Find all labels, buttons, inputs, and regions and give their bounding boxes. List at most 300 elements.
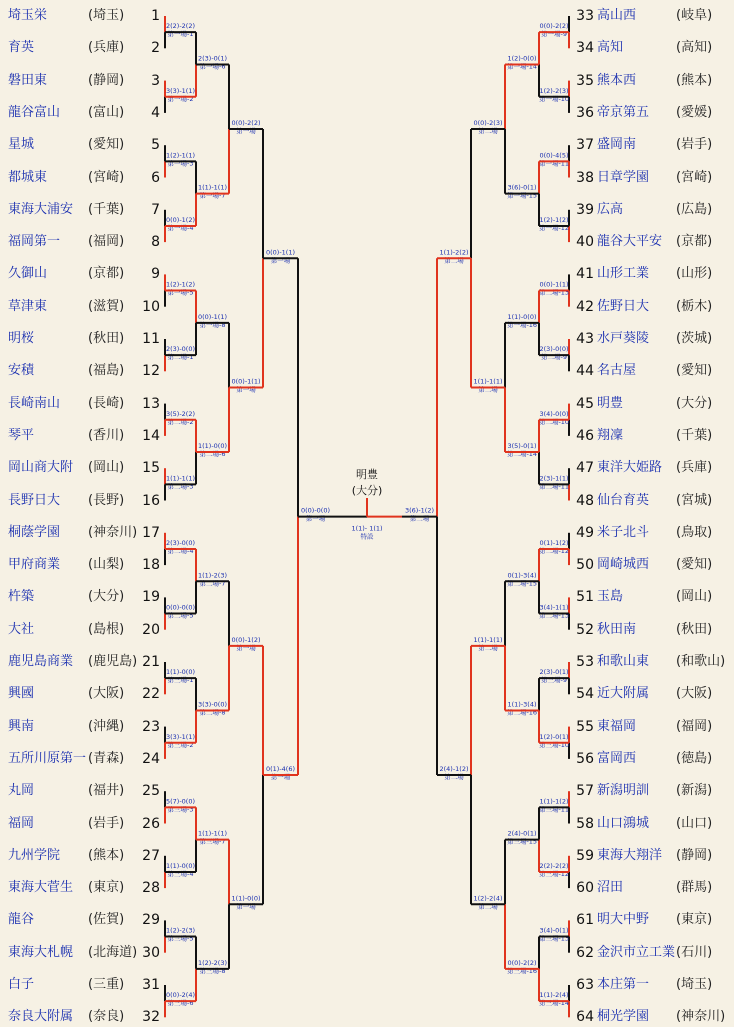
team-num: 54 [576, 686, 594, 703]
match-score: 0(0)-2(3) [473, 119, 503, 128]
team-row [0, 200, 734, 220]
match-score: 1(1)-0(0) [197, 442, 228, 451]
match-score: 2(3)-0(0) [165, 345, 196, 354]
team-num: 24 [142, 750, 160, 767]
team-pref: (埼玉) [676, 977, 713, 992]
team-pref: (京都) [88, 266, 125, 282]
team-name: 琴平 [8, 427, 35, 443]
team-name: 甲府商業 [8, 557, 61, 573]
team-name: 桐蔭学園 [8, 524, 61, 540]
match-score: 0(0)-1(1) [197, 312, 228, 321]
team-num: 45 [576, 395, 594, 412]
team-pref: (兵庫) [676, 460, 713, 476]
match-score: 1(2)-0(1) [539, 732, 569, 741]
match-label: 第一場-12 [538, 223, 570, 232]
match-label: 第二場 [409, 514, 430, 523]
team-pref: (大分) [676, 395, 713, 411]
team-num: 2 [151, 40, 160, 57]
match-label: 第二場 [478, 902, 498, 911]
team-num: 3 [151, 72, 160, 89]
match-score: 1(1)-1(1) [197, 183, 228, 192]
team-row [0, 943, 734, 963]
team-num: 51 [576, 589, 594, 606]
team-name: 草津東 [8, 298, 48, 314]
match-label: 第三場-7 [199, 837, 226, 846]
team-num: 42 [576, 298, 594, 315]
match-label: 第三場-10 [538, 740, 570, 749]
team-pref: (宮崎) [88, 169, 125, 185]
team-num: 56 [576, 750, 594, 767]
match-score: 3(5)-0(1) [507, 442, 537, 451]
team-num: 34 [576, 40, 594, 57]
match-score: 0(0)-1(1) [539, 280, 569, 289]
team-num: 50 [576, 557, 594, 574]
team-name: 興國 [8, 686, 35, 702]
final-score: 1(1)- 1(1) [351, 524, 383, 533]
team-num: 22 [142, 686, 160, 703]
match-label: 第二場-11 [538, 482, 570, 491]
match-label: 第二場-6 [199, 450, 226, 459]
team-num: 62 [576, 944, 594, 961]
team-pref: (群馬) [676, 880, 713, 896]
team-pref: (長崎) [88, 395, 125, 411]
team-pref: (埼玉) [88, 8, 125, 23]
match-score: 2(3)-0(0) [165, 538, 196, 547]
match-label: 第一場-7 [199, 191, 226, 200]
team-row [0, 1007, 734, 1027]
team-pref: (千葉) [676, 427, 713, 443]
team-pref: (岩手) [676, 137, 713, 153]
match-label: 第三場-8 [199, 966, 226, 975]
team-row [0, 814, 734, 834]
team-name: 安積 [8, 363, 35, 379]
team-pref: (長野) [88, 492, 125, 508]
team-pref: (栃木) [676, 298, 713, 314]
team-num: 63 [576, 977, 594, 993]
team-name: 東海大翔洋 [597, 847, 663, 863]
match-label: 第一場-9 [541, 30, 567, 39]
team-row [0, 71, 734, 91]
team-num: 49 [576, 524, 594, 541]
team-num: 27 [142, 847, 160, 864]
match-score: 0(0)-2(2) [539, 22, 569, 31]
match-score: 2(4)-1(2) [439, 765, 469, 774]
team-num: 46 [576, 427, 594, 444]
team-name: 久御山 [8, 266, 48, 282]
match-label: 第一場-4 [167, 223, 194, 232]
match-score: 1(1)-2(3) [197, 571, 228, 580]
team-row [0, 717, 734, 737]
team-pref: (山形) [676, 266, 713, 282]
match-label: 第二場-14 [506, 450, 538, 459]
team-row [0, 846, 734, 866]
team-pref: (愛媛) [676, 104, 713, 120]
match-score: 1(2)-1(2) [539, 215, 569, 224]
match-label: 第三場-13 [538, 934, 570, 943]
match-score: 0(0)-1(1) [231, 377, 261, 386]
team-pref: (茨城) [676, 331, 713, 346]
team-name: 明豊 [597, 395, 624, 411]
match-score: 0(0)-4(5) [539, 151, 569, 160]
team-name: 近大附属 [597, 686, 650, 702]
team-pref: (東京) [676, 912, 713, 928]
team-num: 13 [142, 395, 160, 412]
team-num: 6 [151, 169, 160, 186]
team-num: 18 [142, 557, 160, 574]
team-row [0, 297, 734, 317]
match-score: 0(0)-1(1) [265, 248, 296, 257]
team-name: 龍谷大平安 [597, 234, 663, 250]
team-num: 31 [142, 977, 160, 993]
champion-prefecture: (大分) [351, 484, 383, 497]
team-pref: (静岡) [676, 847, 713, 863]
team-name: 東海大札幌 [8, 944, 74, 960]
team-row [0, 684, 734, 704]
team-name: 広高 [597, 201, 624, 217]
team-pref: (宮崎) [676, 169, 713, 185]
team-name: 龍谷富山 [8, 104, 61, 120]
team-num: 12 [142, 363, 160, 380]
team-pref: (和歌山) [676, 654, 726, 669]
match-label: 第三場-9 [541, 676, 567, 685]
team-pref: (新潟) [676, 783, 713, 799]
team-name: 東海大浦安 [8, 201, 74, 217]
team-name: 白子 [8, 977, 35, 992]
team-name: 埼玉栄 [8, 8, 48, 23]
team-num: 64 [576, 1009, 594, 1026]
team-num: 58 [576, 815, 594, 832]
match-score: 1(1)-1(1) [473, 377, 503, 386]
team-pref: (高知) [676, 40, 713, 56]
team-row [0, 426, 734, 446]
team-num: 57 [576, 783, 594, 800]
match-score: 1(1)-0(0) [165, 668, 196, 677]
team-name: 奈良大附属 [8, 1009, 74, 1025]
team-pref: (鳥取) [676, 524, 713, 540]
team-row [0, 135, 734, 155]
team-name: 翔凜 [597, 427, 624, 443]
team-name: 山形工業 [597, 266, 650, 282]
match-label: 第二場-4 [167, 546, 194, 555]
team-pref: (神奈川) [88, 524, 138, 540]
match-label: 第二場 [478, 385, 498, 394]
team-name: 日章学園 [597, 169, 650, 185]
team-pref: (山梨) [88, 557, 125, 573]
team-pref: (石川) [676, 944, 713, 960]
match-score: 0(1)-3(4) [507, 571, 537, 580]
team-name: 高知 [597, 40, 624, 56]
team-pref: (沖縄) [88, 718, 125, 734]
team-row [0, 361, 734, 381]
team-row [0, 329, 734, 349]
team-pref: (三重) [88, 977, 125, 992]
match-label: 第二場-9 [541, 353, 567, 362]
match-label: 第一場-3 [167, 159, 194, 168]
match-score: 1(2)-1(2) [165, 280, 196, 289]
team-pref: (青森) [88, 750, 125, 766]
team-name: 明大中野 [597, 912, 650, 928]
team-num: 55 [576, 718, 594, 735]
match-score: 1(1)-1(1) [473, 635, 503, 644]
match-label: 第二場 [478, 643, 498, 652]
match-label: 第一場-10 [538, 94, 570, 103]
match-label: 第三場-4 [167, 869, 194, 878]
match-score: 0(0)-0(0) [165, 603, 196, 612]
match-label: 第三場-6 [167, 999, 194, 1008]
team-row [0, 6, 734, 26]
team-pref: (岡山) [88, 460, 125, 476]
team-pref: (愛知) [88, 137, 125, 153]
team-pref: (富山) [88, 104, 125, 120]
match-label: 第二場-16 [506, 708, 538, 717]
team-num: 60 [576, 880, 594, 897]
team-name: 星城 [8, 137, 35, 153]
match-label: 第一場 [305, 514, 326, 523]
match-label: 第一場 [236, 643, 256, 652]
team-num: 21 [142, 654, 160, 670]
champion-name: 明豊 [356, 468, 378, 481]
team-name: 水戸葵陵 [597, 331, 650, 346]
team-pref: (岩手) [88, 815, 125, 831]
match-score: 1(1)-2(4) [539, 991, 569, 1000]
team-num: 7 [151, 201, 160, 218]
team-row [0, 975, 734, 995]
team-pref: (神奈川) [676, 1009, 726, 1025]
team-num: 61 [576, 912, 594, 929]
team-name: 岡崎城西 [597, 557, 650, 573]
team-pref: (佐賀) [88, 912, 125, 928]
team-pref: (愛知) [676, 557, 713, 573]
match-score: 2(3)-1(1) [539, 474, 569, 483]
match-label: 第三場-16 [506, 966, 538, 975]
team-num: 1 [151, 8, 160, 24]
match-label: 第二場 [444, 773, 464, 782]
match-score: 0(0)-1(2) [165, 215, 196, 224]
team-name: 金沢市立工業 [597, 944, 676, 960]
team-num: 33 [576, 8, 594, 24]
team-name: 山口鴻城 [597, 815, 650, 831]
team-name: 仙台育英 [597, 492, 650, 508]
team-name: 長崎南山 [8, 395, 61, 411]
team-num: 5 [151, 137, 160, 154]
match-score: 2(2)-2(2) [165, 22, 196, 31]
match-label: 第一場 [270, 256, 291, 265]
match-label: 第三場-12 [538, 869, 570, 878]
team-num: 19 [142, 589, 160, 606]
match-label: 第一場-8 [199, 320, 226, 329]
team-pref: (山口) [676, 815, 713, 831]
team-num: 9 [151, 266, 160, 283]
team-pref: (滋賀) [88, 298, 125, 314]
team-name: 富岡西 [597, 750, 637, 766]
team-pref: (福島) [88, 363, 125, 379]
team-row [0, 523, 734, 543]
team-name: 盛岡南 [597, 137, 637, 153]
match-label: 第二場-5 [167, 611, 194, 620]
team-name: 沼田 [597, 880, 624, 896]
match-label: 第三場-2 [167, 740, 194, 749]
match-label: 第二場 [444, 256, 464, 265]
team-pref: (広島) [676, 201, 713, 217]
match-score: 0(0)-0(0) [300, 506, 331, 515]
match-label: 第一場-16 [506, 320, 538, 329]
team-num: 37 [576, 137, 594, 154]
team-pref: (東京) [88, 880, 125, 896]
match-score: 3(3)-1(1) [165, 86, 196, 95]
match-label: 第一場 [236, 385, 256, 394]
match-label: 第三場-11 [538, 805, 570, 814]
team-num: 17 [142, 524, 160, 541]
team-name: 東海大菅生 [8, 880, 74, 896]
match-label: 第二場-3 [167, 482, 194, 491]
team-name: 鹿児島商業 [8, 654, 74, 669]
match-score: 1(1)-1(1) [197, 829, 228, 838]
team-num: 29 [142, 912, 160, 929]
match-label: 第二場-15 [506, 579, 538, 588]
team-name: 岡山商大附 [8, 460, 74, 476]
match-label: 第二場-13 [538, 288, 570, 297]
team-num: 53 [576, 654, 594, 670]
team-pref: (京都) [676, 234, 713, 250]
team-row [0, 232, 734, 252]
match-score: 0(0)-2(2) [231, 119, 261, 128]
team-row [0, 38, 734, 58]
match-score: 3(5)-2(2) [165, 409, 196, 418]
team-num: 28 [142, 880, 160, 897]
team-num: 8 [151, 234, 160, 251]
match-score: 5(7)-0(0) [165, 797, 196, 806]
team-name: 龍谷 [8, 912, 35, 928]
match-score: 2(3)-0(0) [539, 345, 569, 354]
team-pref: (千葉) [88, 201, 125, 217]
team-num: 52 [576, 621, 594, 638]
team-num: 35 [576, 72, 594, 89]
team-name: 五所川原第一 [8, 750, 87, 766]
team-pref: (兵庫) [88, 40, 125, 56]
match-label: 第三場-14 [538, 999, 570, 1008]
match-score: 0(1)-4(6) [265, 765, 296, 774]
team-num: 36 [576, 104, 594, 121]
match-score: 2(3)-0(1) [539, 668, 569, 677]
match-label: 第二場-7 [199, 579, 226, 588]
match-score: 1(1)-1(1) [165, 474, 196, 483]
team-pref: (大阪) [676, 686, 713, 702]
match-score: 3(6)-1(2) [404, 506, 435, 515]
team-num: 43 [576, 331, 594, 347]
match-score: 0(1)-1(2) [539, 538, 569, 547]
team-row [0, 878, 734, 898]
match-score: 2(3)-0(1) [197, 54, 228, 63]
team-row [0, 652, 734, 672]
match-label: 第一場-11 [538, 159, 570, 168]
team-pref: (秋田) [676, 621, 713, 637]
team-pref: (岐阜) [676, 8, 713, 23]
team-row [0, 781, 734, 801]
match-label: 第一場-2 [167, 94, 194, 103]
match-score: 1(2)-1(1) [165, 151, 196, 160]
team-pref: (熊本) [88, 847, 125, 863]
match-score: 1(2)-2(3) [197, 958, 228, 967]
match-label: 第三場-15 [506, 837, 538, 846]
team-num: 25 [142, 783, 160, 800]
team-row [0, 103, 734, 123]
match-label: 第一場-15 [506, 191, 538, 200]
team-num: 20 [142, 621, 160, 638]
team-num: 48 [576, 492, 594, 509]
team-name: 米子北斗 [597, 524, 650, 540]
team-pref: (島根) [88, 621, 125, 637]
team-num: 59 [576, 847, 594, 864]
match-label: 第一場-14 [506, 62, 538, 71]
team-pref: (鹿児島) [88, 654, 138, 669]
team-pref: (大阪) [88, 686, 125, 702]
match-score: 1(2)-2(3) [165, 926, 196, 935]
team-num: 23 [142, 718, 160, 735]
match-score: 2(4)-0(1) [507, 829, 537, 838]
match-score: 0(0)-1(2) [231, 635, 261, 644]
team-pref: (大分) [88, 589, 125, 605]
match-label: 第二場-10 [538, 417, 570, 426]
match-label: 第一場-5 [167, 288, 194, 297]
team-name: 丸岡 [8, 783, 35, 799]
team-pref: (奈良) [88, 1009, 125, 1025]
team-num: 16 [142, 492, 160, 509]
team-num: 11 [142, 331, 160, 347]
match-score: 1(1)-3(4) [507, 700, 537, 709]
team-row [0, 620, 734, 640]
team-name: 興南 [8, 718, 35, 734]
team-num: 26 [142, 815, 160, 832]
match-label: 第二場-8 [199, 708, 226, 717]
match-label: 第三場-1 [167, 676, 194, 685]
match-label: 第一場 [236, 902, 256, 911]
team-name: 大社 [8, 621, 35, 637]
match-score: 3(3)-0(0) [197, 700, 228, 709]
match-score: 1(1)-0(0) [231, 894, 261, 903]
team-num: 44 [576, 363, 594, 380]
match-label: 第二場 [478, 127, 498, 136]
team-num: 47 [576, 460, 594, 477]
match-score: 1(1)-0(0) [165, 861, 196, 870]
team-name: 都城東 [8, 169, 48, 185]
team-name: 名古屋 [597, 363, 637, 379]
final-label: 特設 [360, 532, 374, 541]
match-label: 第二場-1 [167, 353, 194, 362]
team-pref: (北海道) [88, 944, 138, 960]
match-score: 1(2)-2(3) [539, 86, 569, 95]
team-num: 32 [142, 1009, 160, 1026]
team-name: 育英 [8, 40, 35, 56]
match-label: 第三場-3 [167, 805, 194, 814]
team-num: 39 [576, 201, 594, 218]
team-name: 帝京第五 [597, 104, 650, 120]
team-num: 40 [576, 234, 594, 251]
match-score: 3(3)-1(1) [165, 732, 196, 741]
team-pref: (宮城) [676, 492, 713, 508]
team-row [0, 264, 734, 284]
team-row [0, 910, 734, 930]
team-name: 高山西 [597, 8, 637, 23]
team-name: 佐野日大 [597, 298, 650, 314]
team-name: 杵築 [8, 589, 35, 605]
team-pref: (秋田) [88, 331, 125, 346]
team-pref: (徳島) [676, 750, 713, 766]
match-label: 第二場-2 [167, 417, 194, 426]
match-label: 第一場-1 [167, 30, 194, 39]
team-pref: (福岡) [88, 234, 125, 250]
team-name: 磐田東 [8, 72, 48, 88]
team-num: 4 [151, 104, 160, 121]
